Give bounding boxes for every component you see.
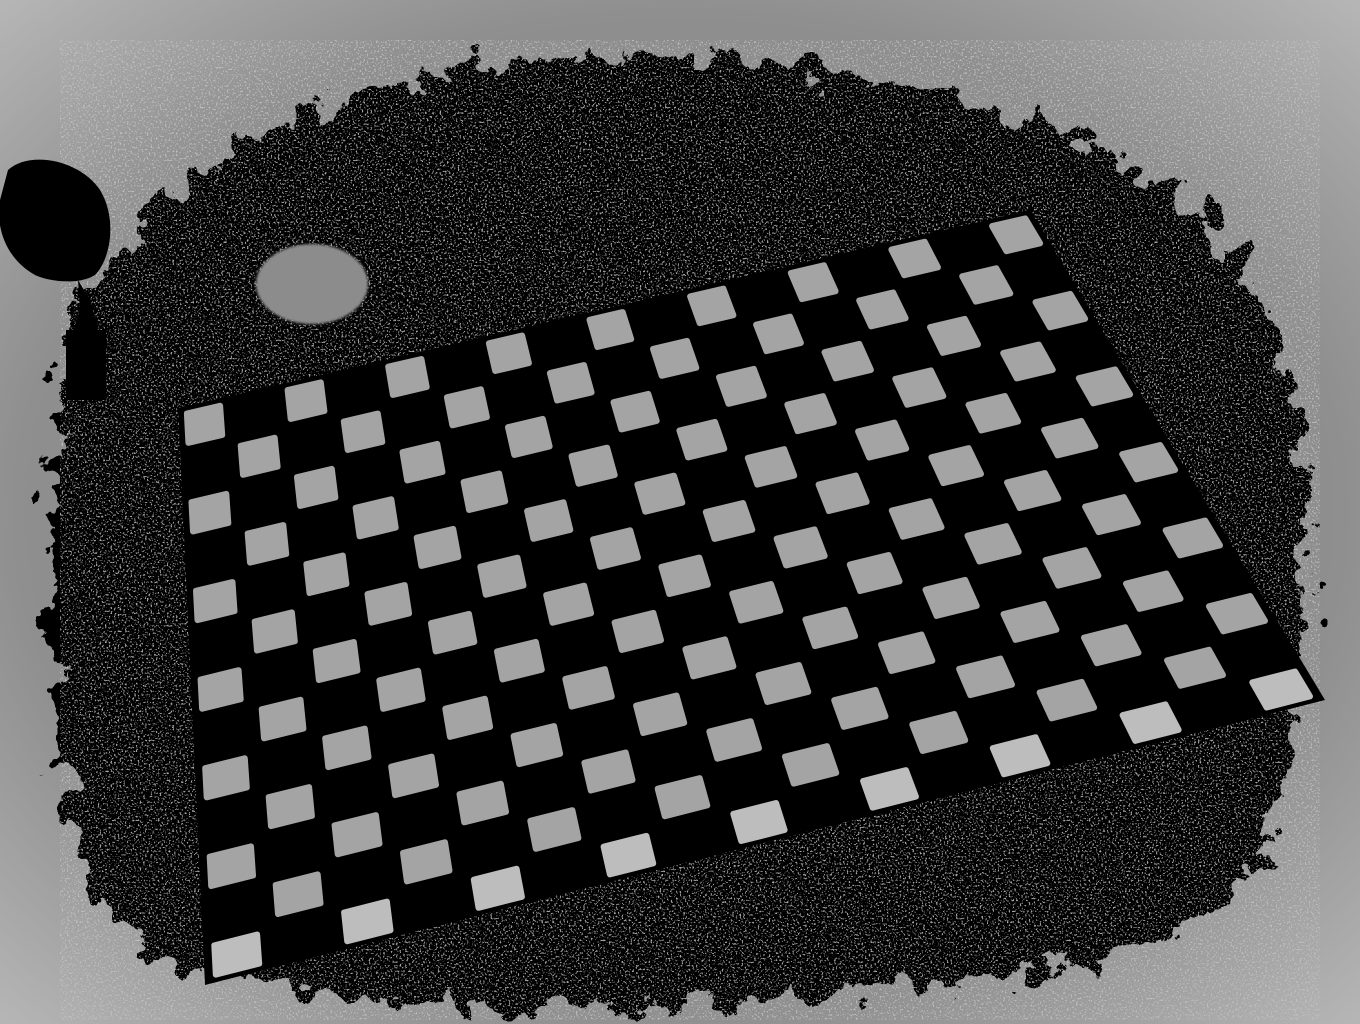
board-light-square — [489, 336, 529, 372]
board-light-square — [288, 382, 325, 419]
board-light-square — [1007, 473, 1058, 508]
board-light-square — [297, 469, 335, 506]
board-light-square — [637, 476, 682, 512]
board-light-square — [546, 586, 591, 623]
board-light-square — [187, 406, 222, 443]
board-light-square — [460, 784, 507, 823]
board-light-square — [388, 359, 427, 395]
board-light-square — [1209, 596, 1265, 631]
board-light-square — [192, 494, 229, 532]
board-light-square — [306, 556, 346, 594]
board-light-square — [593, 530, 638, 567]
board-light-square — [719, 369, 764, 404]
board-light-square — [248, 525, 287, 563]
board-light-square — [344, 414, 383, 450]
board-light-square — [480, 558, 523, 595]
board-light-square — [201, 670, 241, 709]
board-light-square — [968, 526, 1019, 561]
board-light-square — [497, 642, 542, 680]
board-light-square — [787, 396, 834, 431]
board-light-square — [445, 699, 490, 737]
board-light-square — [508, 419, 550, 455]
board-light-square — [834, 690, 885, 727]
board-light-square — [1126, 574, 1181, 609]
board-light-square — [895, 370, 943, 404]
board-light-square — [527, 502, 570, 539]
board-light-square — [196, 582, 235, 620]
board-light-square — [1004, 604, 1057, 640]
board-light-square — [732, 584, 780, 621]
board-light-square — [417, 529, 459, 566]
board-light-square — [590, 312, 632, 347]
board-light-square — [931, 448, 981, 483]
board-light-square — [805, 610, 855, 646]
board-light-square — [241, 438, 278, 475]
board-light-square — [614, 394, 657, 430]
board-light-square — [1085, 497, 1138, 532]
board-light-square — [210, 846, 253, 886]
board-light-square — [777, 529, 825, 565]
board-light-square — [565, 669, 612, 707]
board-light-square — [661, 558, 708, 594]
board-light-square — [368, 585, 410, 623]
board-light-square — [685, 639, 733, 676]
board-light-square — [255, 612, 295, 650]
board-light-square — [379, 671, 422, 709]
board-light-square — [791, 265, 836, 299]
board-light-square — [325, 729, 368, 768]
board-light-square — [584, 753, 632, 791]
board-light-square — [959, 659, 1012, 696]
board-light-square — [335, 815, 380, 854]
board-light-square — [316, 642, 358, 680]
board-light-square — [858, 423, 906, 458]
board-light-square — [926, 580, 977, 616]
board-light-square — [706, 503, 753, 539]
board-light-square — [859, 293, 905, 327]
board-light-square — [447, 389, 487, 425]
board-light-square — [403, 444, 443, 481]
board-light-square — [850, 555, 900, 591]
board-light-square — [431, 614, 474, 652]
board-light-square — [748, 449, 794, 484]
board-light-square — [756, 317, 801, 351]
board-light-square — [464, 474, 506, 511]
board-light-square — [679, 422, 724, 458]
board-light-square — [550, 365, 592, 400]
board-light-square — [636, 696, 684, 734]
board-light-square — [514, 726, 561, 764]
board-light-square — [759, 665, 809, 702]
board-light-square — [391, 757, 436, 796]
board-light-square — [205, 758, 247, 797]
board-light-square — [709, 721, 759, 759]
board-light-square — [572, 448, 615, 484]
board-light-square — [269, 787, 312, 826]
board-light-square — [969, 396, 1019, 430]
stone — [256, 244, 368, 324]
board-light-square — [881, 635, 932, 672]
board-light-square — [1046, 550, 1099, 585]
board-light-square — [690, 289, 733, 323]
board-light-square — [892, 501, 942, 536]
board-light-square — [262, 700, 304, 739]
board-light-square — [819, 476, 867, 511]
board-light-square — [615, 613, 661, 650]
board-light-square — [1084, 627, 1139, 663]
board-light-square — [653, 341, 696, 376]
board-light-square — [356, 499, 396, 536]
board-light-square — [930, 319, 978, 353]
board-light-square — [825, 344, 871, 378]
